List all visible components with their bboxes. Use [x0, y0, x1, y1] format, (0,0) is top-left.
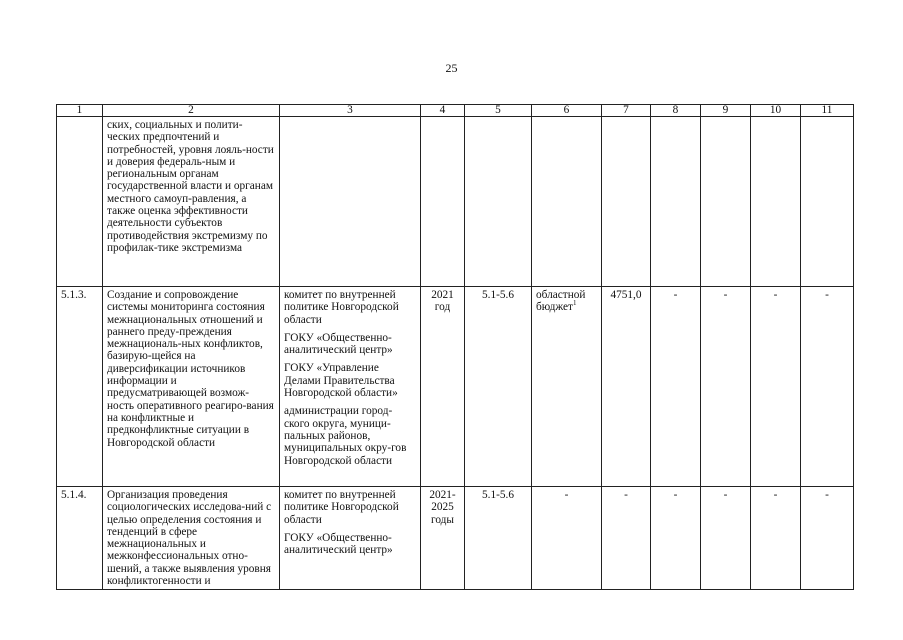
- row-executors: [280, 287, 421, 487]
- row-value-11: -: [801, 287, 854, 487]
- executor-item: ГОКУ «Управление Делами Правительства Новгородской области»: [284, 362, 398, 400]
- row-value-8: [651, 117, 701, 287]
- col-header-2: 2: [103, 105, 280, 117]
- row-executors: [280, 487, 421, 590]
- row-indicators: 5.1-5.6: [465, 287, 532, 487]
- executor-item: администрации город-ского округа, муници-пальных районов, муниципальных окру-гов Новгородской области: [284, 405, 407, 467]
- col-header-8: 8: [651, 105, 701, 117]
- col-header-4: 4: [421, 105, 465, 117]
- row-value-9: -: [701, 287, 751, 487]
- executor-item: ГОКУ «Общественно-аналитический центр»: [284, 531, 393, 557]
- row-number: 5.1.3.: [57, 287, 103, 487]
- footnote-mark: 1: [572, 299, 577, 308]
- col-header-9: 9: [701, 105, 751, 117]
- row-indicators: 5.1-5.6: [465, 487, 532, 590]
- row-number: 5.1.4.: [57, 487, 103, 590]
- col-header-6: 6: [532, 105, 602, 117]
- row-source: -: [532, 487, 602, 590]
- row-value-9: -: [701, 487, 751, 590]
- row-term: 2021 год: [421, 287, 465, 487]
- table-row: [57, 117, 854, 287]
- row-value-10: -: [751, 487, 801, 590]
- header-row: [57, 105, 854, 117]
- row-value-10: [751, 117, 801, 287]
- col-header-1: 1: [57, 105, 103, 117]
- row-value-10: -: [751, 287, 801, 487]
- row-source: [532, 117, 602, 287]
- row-indicators: [465, 117, 532, 287]
- col-header-10: 10: [751, 105, 801, 117]
- row-value-9: [701, 117, 751, 287]
- col-header-11: 11: [801, 105, 854, 117]
- row-source: [532, 287, 602, 487]
- table-row: [57, 287, 854, 487]
- page-number: 25: [445, 61, 458, 75]
- row-description: Организация проведения социологических исследова-ний с целью определения состояния и тенденций в сфере межнациональных и межконфессиональных отно-шений, а также выявления уровня конфликтогенности и: [103, 487, 280, 590]
- row-number: [57, 117, 103, 287]
- row-term: [421, 117, 465, 287]
- row-value-8: -: [651, 487, 701, 590]
- row-description: ских, социальных и полити-ческих предпочтений и потребностей, уровня лояль-ности и доверия федераль-ным и региональным органам государственной власти и органам местного самоуп-равления, а также оценка эффективности деятельности субъектов противодействия экстремизму по профилак-тике экстремизма: [103, 117, 280, 287]
- col-header-7: 7: [602, 105, 651, 117]
- row-value-7: 4751,0: [602, 287, 651, 487]
- executor-item: комитет по внутренней политике Новгородской области: [284, 289, 399, 326]
- executor-item: ГОКУ «Общественно-аналитический центр»: [284, 331, 393, 357]
- row-value-7: -: [602, 487, 651, 590]
- row-value-7: [602, 117, 651, 287]
- col-header-3: 3: [280, 105, 421, 117]
- row-description: Создание и сопровождение системы мониторинга состояния межнациональных отношений и раннего преду-преждения межнациональ-ных конфликтов, базирую-щейся на диверсификации источников информации и предусматривающей возмож-ность оперативного реагиро-вания на конфликтные и предконфликтные ситуации в Новгородской области: [103, 287, 280, 487]
- row-value-11: -: [801, 487, 854, 590]
- executor-item: комитет по внутренней политике Новгородской области: [284, 489, 399, 526]
- source-text: областной бюджет: [536, 289, 586, 314]
- row-executors: [280, 117, 421, 287]
- row-value-8: -: [651, 287, 701, 487]
- row-term: 2021-2025 годы: [421, 487, 465, 590]
- col-header-5: 5: [465, 105, 532, 117]
- program-table: [56, 104, 854, 590]
- row-value-11: [801, 117, 854, 287]
- table-row: [57, 487, 854, 590]
